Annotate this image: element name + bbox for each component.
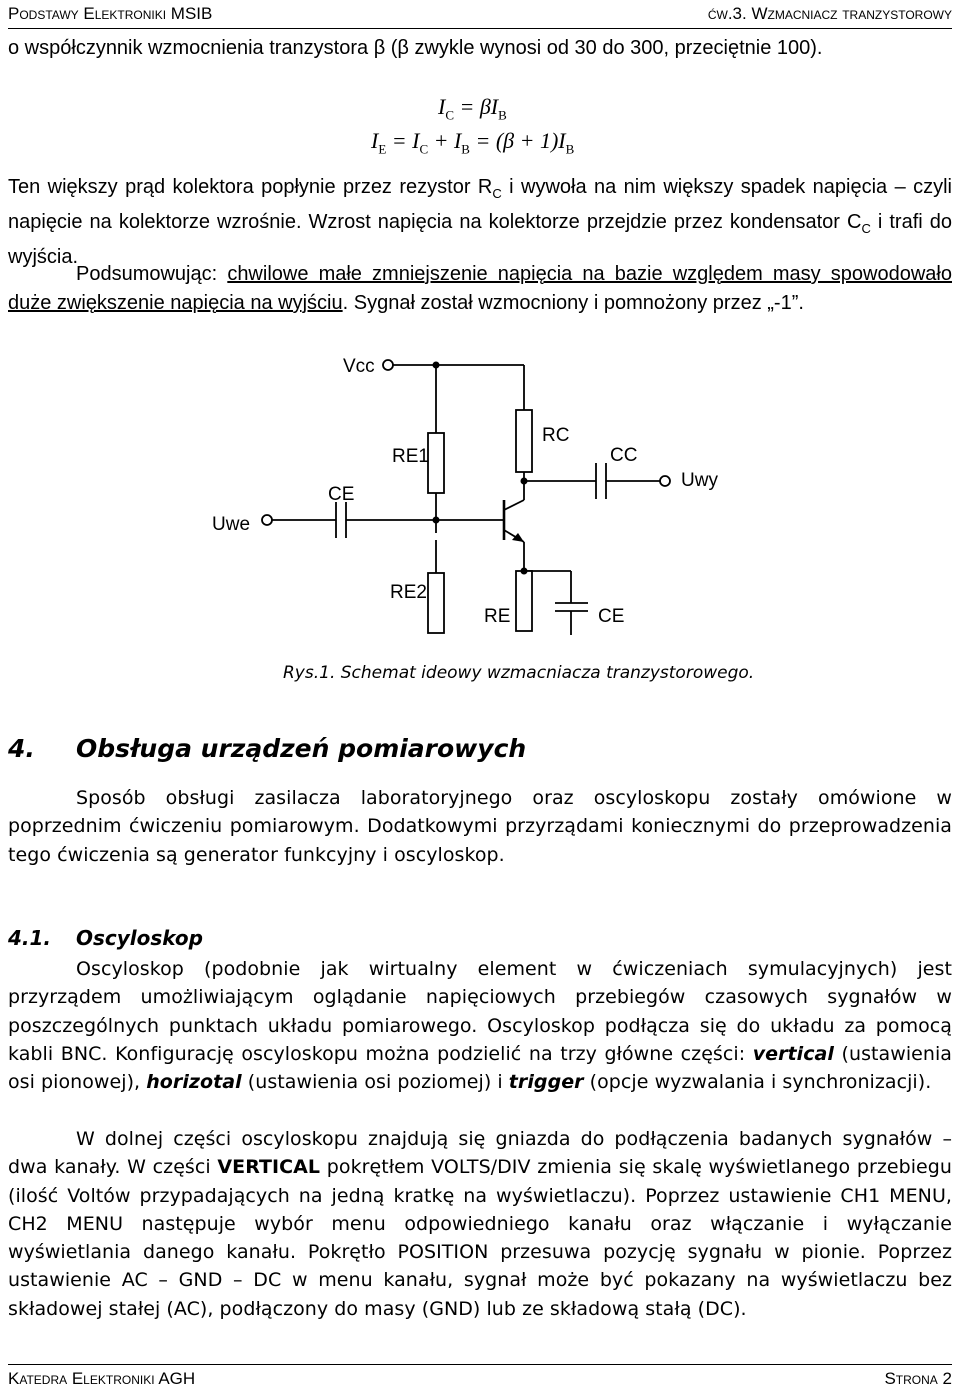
section-4-title: Obsługa urządzeń pomiarowych	[76, 734, 527, 763]
label-ce-input: CE	[328, 484, 355, 505]
page-header	[8, 2, 952, 29]
para2-sub-b: C	[861, 221, 871, 236]
amplifier-schematic	[0, 345, 960, 665]
uwe-terminal	[262, 515, 272, 525]
osc-p2-text-b: pokrętłem VOLTS/DIV zmienia się skalę wyświetlanego przebiegu (ilość Voltów przypadających na jedną kratkę na wyświetlaczu). Poprzez ustawienie CH1 MENU, CH2 MENU następuje wybór menu odpowiedniego kanału oraz włączanie i wyłączanie wyświetlania danego kanału. Pokrętło POSITION przesuwa pozycję sygnału w pionie. Poprzez ustawienie AC – GND – DC w menu kanału, sygnał może być pokazany na wyświetlaczu bez składowej stałej (AC), podłączony do masy (GND) lub ze składową stałą (DC).	[8, 1156, 952, 1320]
equation-ic	[438, 94, 507, 123]
vcc-terminal	[383, 360, 393, 370]
footer-page-number: Strona 2	[884, 1369, 952, 1388]
header-exercise-title: ćw.3. Wzmacniacz tranzystorowy	[707, 4, 952, 23]
paragraph-summary	[8, 260, 952, 318]
equation-ie-text: $I_E = I_C + I_B = (\beta + 1)I_B$	[371, 128, 575, 157]
resistor-re1	[428, 433, 444, 493]
osc-p1-vertical: vertical	[752, 1042, 834, 1065]
summary-underlined: chwilowe małe zmniejszenie napięcia na bazie względem masy spowodowało duże zwiększenie napięcia na wyjściu	[8, 263, 952, 314]
section-4-number: 4.	[8, 734, 35, 763]
section-4-heading	[8, 734, 526, 763]
label-re2: RE2	[390, 582, 427, 603]
label-re: RE	[484, 606, 511, 627]
section-41-number: 4.1.	[8, 926, 52, 950]
osc-p2-text-a: W dolnej części oscyloskopu znajdują się gniazda do podłączenia badanych sygnałów – dwa kanały. W części	[8, 1128, 952, 1179]
oscilloscope-paragraph-1	[8, 955, 952, 1096]
node-vcc	[433, 362, 440, 369]
section-41-heading	[8, 926, 203, 950]
para2-sub-a: C	[492, 186, 502, 201]
para2-text-a: Ten większy prąd kolektora popłynie przez rezystor R	[8, 176, 493, 198]
section-4-paragraph: Sposób obsługi zasilacza laboratoryjnego oraz oscyloskopu zostały omówione w poprzednim ćwiczeniu pomiarowym. Dodatkowymi przyrządami koniecznymi do przeprowadzenia tego ćwiczenia są generator funkcyjny i oscyloskop.	[8, 787, 952, 866]
label-uwy: Uwy	[681, 470, 718, 491]
resistor-re2	[428, 573, 444, 633]
resistor-re	[516, 571, 532, 631]
osc-p2-vertical-bold: VERTICAL	[217, 1156, 321, 1179]
oscilloscope-paragraph-2	[8, 1125, 952, 1323]
node-base	[433, 517, 440, 524]
page-footer	[8, 1364, 952, 1391]
paragraph-collector	[8, 173, 952, 272]
section-41-title: Oscyloskop	[76, 926, 203, 950]
summary-tail: . Sygnał został wzmocniony i pomnożony przez „-1”.	[342, 292, 804, 314]
node-collector	[521, 478, 528, 485]
label-re1: RE1	[392, 446, 429, 467]
label-vcc: Vcc	[343, 356, 375, 377]
para2-text-c: i trafi do wyjścia.	[8, 211, 952, 268]
osc-p1-trigger: trigger	[508, 1071, 584, 1094]
osc-p1-text-a: Oscyloskop (podobnie jak wirtualny element w ćwiczeniach symulacyjnych) jest przyrządem umożliwiającym oglądanie napięciowych przebiegów czasowych sygnałów w poszczególnych punktach układu pomiarowego. Oscyloskop podłącza się do układu za pomocą kabli BNC. Konfigurację oscyloskopu można podzielić na trzy główne części:	[8, 958, 952, 1065]
header-course-title: Podstawy Elektroniki MSIB	[8, 4, 213, 23]
summary-lead: Podsumowując:	[76, 263, 228, 285]
osc-p1-text-b: (ustawienia osi pionowej),	[8, 1042, 953, 1094]
para2-text-b: i wywoła na nim większy spadek napięcia – czyli napięcie na kolektorze wzrośnie. Wzrost napięcia na kolektorze przejdzie przez kondensator C	[8, 176, 953, 233]
intro-paragraph: o współczynnik wzmocnienia tranzystora β (β zwykle wynosi od 30 do 300, przeciętnie 100).	[8, 37, 823, 59]
label-ce: CE	[598, 606, 625, 627]
label-cc: CC	[610, 445, 638, 466]
osc-p1-text-d: (opcje wyzwalania i synchronizacji).	[583, 1071, 932, 1094]
footer-department: Katedra Elektroniki AGH	[8, 1369, 196, 1388]
figure-caption: Rys.1. Schemat ideowy wzmacniacza tranzystorowego.	[283, 663, 755, 683]
equation-ic-text: $I_C = \beta I_B$	[438, 94, 507, 123]
emitter-arrow	[512, 533, 524, 542]
label-rc: RC	[542, 425, 570, 446]
osc-p1-text-c: (ustawienia osi poziomej) i	[241, 1071, 509, 1094]
uwy-terminal	[660, 476, 670, 486]
label-uwe: Uwe	[212, 514, 251, 535]
resistor-rc	[516, 410, 532, 472]
equation-ie	[371, 128, 574, 157]
osc-p1-horizotal: horizotal	[146, 1071, 242, 1094]
node-emitter	[521, 568, 528, 575]
